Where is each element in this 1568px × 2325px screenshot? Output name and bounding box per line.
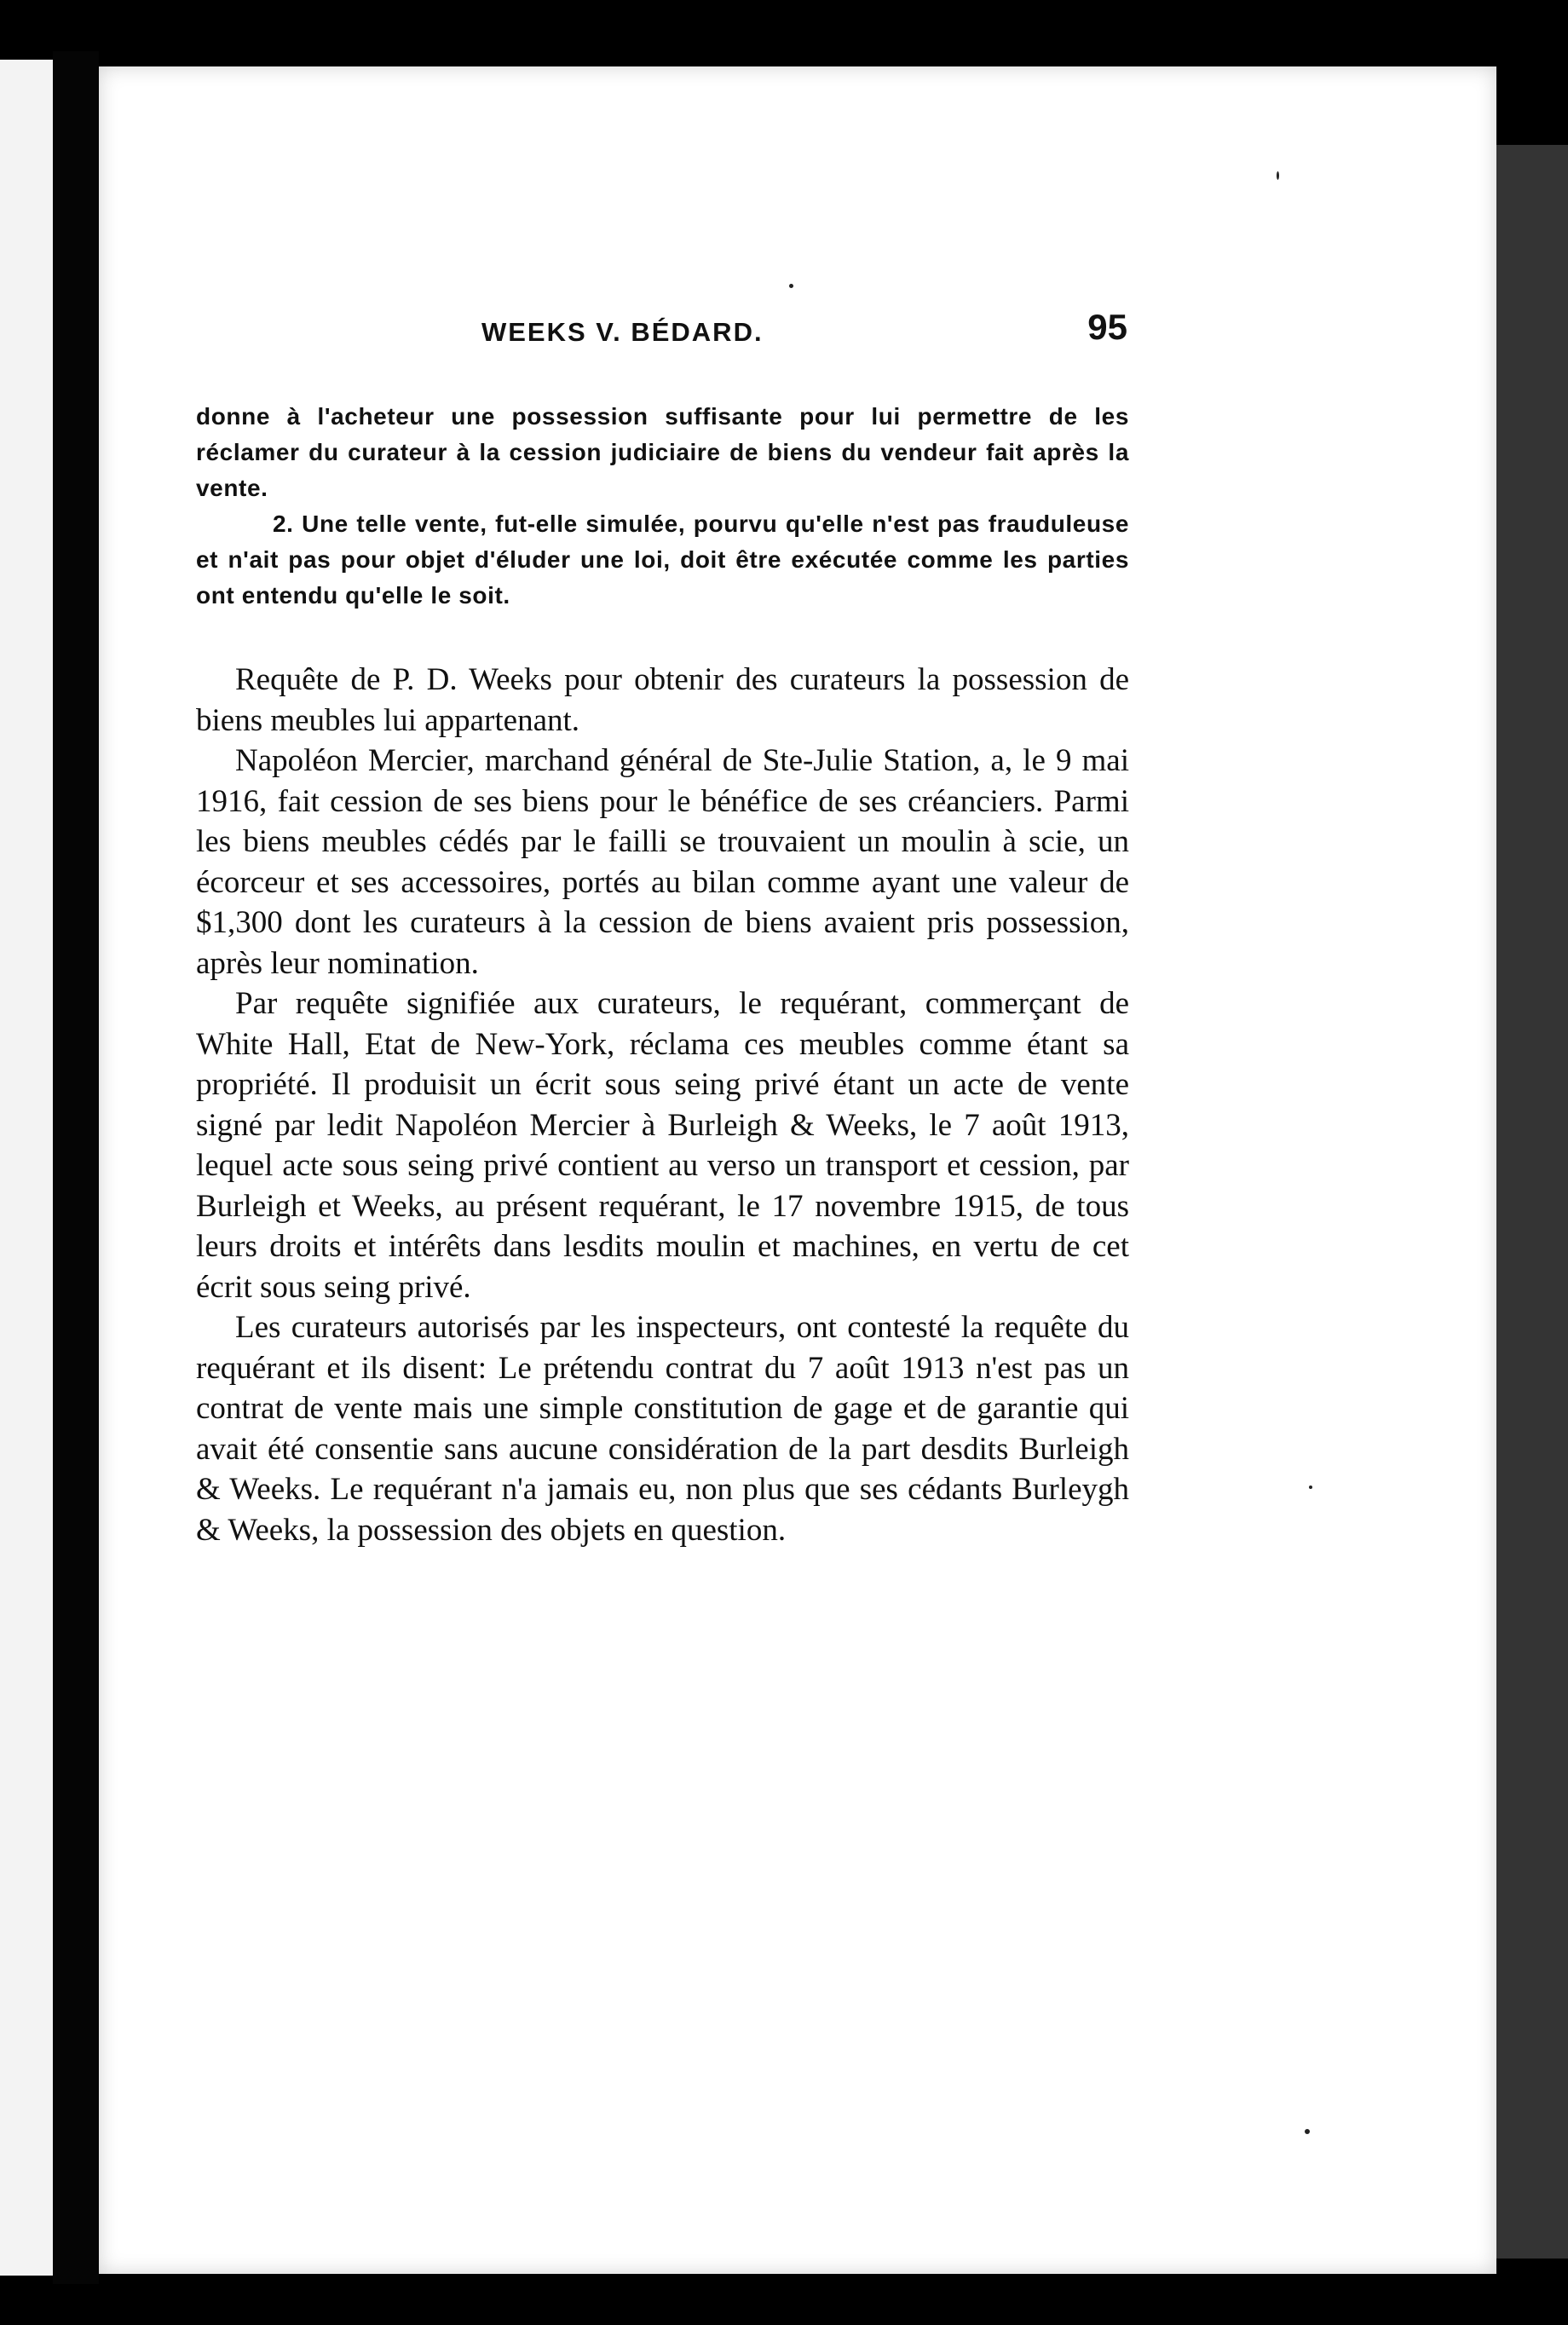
right-page-edge <box>1496 145 1568 2259</box>
page-text-block <box>196 302 1129 1550</box>
body-paragraph: Par requête signifiée aux curateurs, le requérant, commerçant de White Hall, Etat de New-York, réclama ces meubles comme étant sa propriété. Il produisit un écrit sous seing privé étant un acte de vente signé par ledit Napoléon Mercier à Burleigh & Weeks, le 7 août 1913, lequel acte sous seing privé contient au verso un transport et cession, par Burleigh et Weeks, au présent requérant, le 17 novembre 1915, de tous leurs droits et intérêts dans lesdits moulin et machines, en vertu de cet écrit sous seing privé. <box>196 986 1129 1305</box>
ink-speck <box>1309 1486 1312 1489</box>
body-paragraph: Requête de P. D. Weeks pour obtenir des curateurs la possession de biens meubles lui appartenant. <box>196 662 1129 738</box>
facing-page-edge <box>0 60 53 2276</box>
running-title: WEEKS V. BÉDARD. <box>481 317 764 347</box>
headnote-paragraph: 2. Une telle vente, fut-elle simulée, pourvu qu'elle n'est pas frauduleuse et n'ait pas pour objet d'éluder une loi, doit être exécutée comme les parties ont entendu qu'elle le soit. <box>196 511 1129 609</box>
ink-speck <box>1305 2129 1310 2134</box>
headnote <box>196 399 1129 614</box>
page-number: 95 <box>1087 307 1127 347</box>
headnote-paragraph: donne à l'acheteur une possession suffisante pour lui permettre de les réclamer du curateur à la cession judiciaire de biens du vendeur fait après la vente. <box>196 403 1129 501</box>
book-binding <box>53 51 99 2284</box>
ink-speck <box>1277 171 1279 180</box>
body-paragraph: Napoléon Mercier, marchand général de Ste-Julie Station, a, le 9 mai 1916, fait cession de ses biens pour le bénéfice de ses créanciers. Parmi les biens meubles cédés par le failli se trouvaient un moulin à scie, un écorceur et ses accessoires, portés au bilan comme ayant une valeur de $1,300 dont les curateurs à la cession de biens avaient pris possession, après leur nomination. <box>196 743 1129 981</box>
page-header <box>196 302 1129 353</box>
body-paragraph: Les curateurs autorisés par les inspecteurs, ont contesté la requête du requérant et ils disent: Le prétendu contrat du 7 août 1913 n'est pas un contrat de vente mais une simple constitution de gage et de garantie qui avait été consentie sans aucune considération de la part desdits Burleigh & Weeks. Le requérant n'a jamais eu, non plus que ses cédants Burleygh & Weeks, la possession des objets en question. <box>196 1310 1129 1548</box>
ink-speck <box>789 284 793 288</box>
body-text <box>196 660 1129 1550</box>
